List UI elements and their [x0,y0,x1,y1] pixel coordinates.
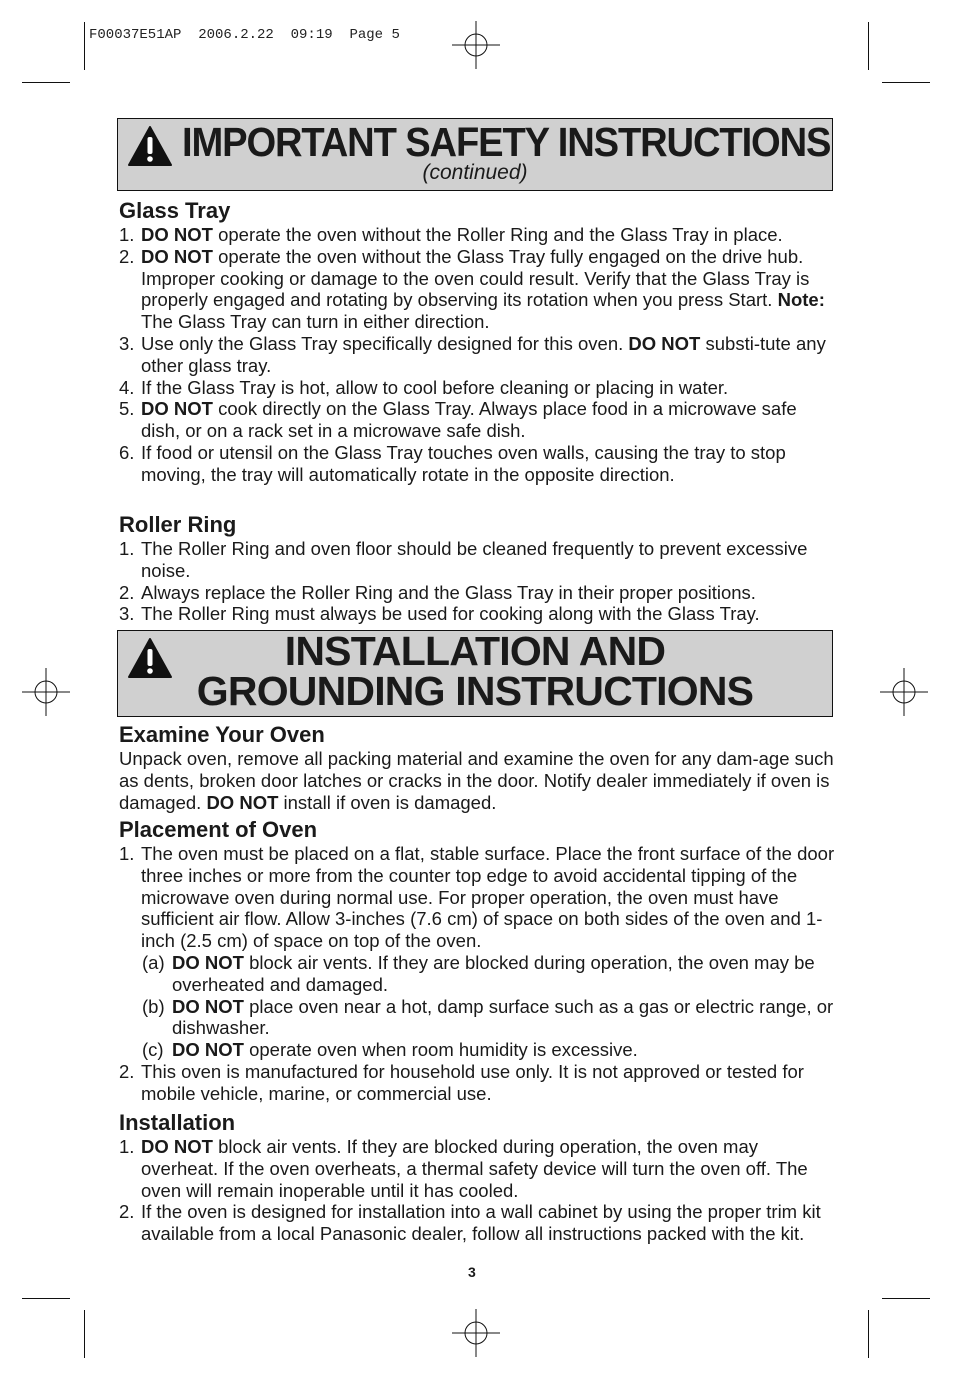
placement-section [119,817,835,1105]
list-item: 3. The Roller Ring must always be used for cooking along with the Glass Tray. [119,603,760,625]
registration-mark-icon [880,668,928,716]
crop-mark [22,82,70,83]
roller-ring-section [119,512,835,625]
registration-mark-icon [452,1309,500,1357]
section-heading: Glass Tray [119,198,231,223]
crop-mark [882,82,930,83]
crop-mark [868,1310,869,1358]
list-item: (b) DO NOT place oven near a hot, damp surface such as a gas or electric range, or dishwasher. [142,995,834,1039]
examine-section [119,722,835,813]
banner-title: INSTALLATION AND GROUNDING INSTRUCTIONS [196,628,754,714]
banner-title: IMPORTANT SAFETY INSTRUCTIONS [182,119,831,165]
safety-banner [117,118,833,191]
crop-mark [868,22,869,70]
section-heading: Installation [119,1110,236,1135]
installation-banner [117,630,833,717]
registration-mark-icon [452,21,500,69]
paragraph: Unpack oven, remove all packing material and examine the oven for any dam-age such as dents, broken door latches or cracks in the door. Notify dealer immediately if oven is damaged. DO NOT install if oven is damaged. [119,748,834,813]
list-item: 1. The oven must be placed on a flat, stable surface. Place the front surface of the door three inches or more from the counter top edge to avoid accidental tipping of the microwave oven during normal use. For proper operation, the oven must have sufficient air flow. Allow 3-inches (7.6 cm) of space on both sides of the oven and 1-inch (2.5 cm) of space on top of the oven. [119,843,835,952]
list-item: 3. Use only the Glass Tray specifically designed for this oven. DO NOT substi-tute any other glass tray. [119,332,826,376]
crop-mark [882,1298,930,1299]
list-item: 2. Always replace the Roller Ring and the Glass Tray in their proper positions. [119,581,756,603]
banner-subtitle: (continued) [422,161,528,184]
list-item: (c) DO NOT operate oven when room humidity is excessive. [142,1039,638,1061]
registration-mark-icon [22,668,70,716]
section-heading: Roller Ring [119,512,237,537]
list-item: 2. If the oven is designed for installation into a wall cabinet by using the proper trim kit available from a local Panasonic dealer, follow all instructions packed with the kit. [119,1201,821,1245]
list-item: 1. DO NOT operate the oven without the Roller Ring and the Glass Tray in place. [119,224,783,245]
list-item: 4. If the Glass Tray is hot, allow to cool before cleaning or placing in water. [119,376,729,398]
print-info: F00037E51AP 2006.2.22 09:19 Page 5 [89,27,400,43]
crop-mark [84,1310,85,1358]
list-item: 1. DO NOT block air vents. If they are blocked during operation, the oven may overheat. If the oven overheats, a thermal safety device will turn the oven off. The oven will remain inoperable until it has cooled. [119,1136,808,1201]
list-item: 5. DO NOT cook directly on the Glass Tray. Always place food in a microwave safe dish, or on a rack set in a microwave safe dish. [119,398,797,442]
list-item: 6. If food or utensil on the Glass Tray touches oven walls, causing the tray to stop moving, the tray will automatically rotate in the opposite direction. [119,441,786,485]
crop-mark [84,22,85,70]
list-item: 2. DO NOT operate the oven without the Glass Tray fully engaged on the drive hub. Improper cooking or damage to the oven could result. Verify that the Glass Tray is properly engaged and rotating by observing its rotation when you press Start. Note: The Glass Tray can turn in either direction. [119,245,825,333]
list-item: 2. This oven is manufactured for household use only. It is not approved or tested for mobile vehicle, marine, or commercial use. [119,1060,804,1104]
glass-tray-section [119,198,835,486]
list-item: (a) DO NOT block air vents. If they are blocked during operation, the oven may be overheated and damaged. [142,951,815,995]
list-item: 1. The Roller Ring and oven floor should be cleaned frequently to prevent excessive noise. [119,538,808,581]
installation-section [119,1110,835,1245]
crop-mark [22,1298,70,1299]
section-heading: Placement of Oven [119,817,318,842]
page-number: 3 [468,1264,476,1280]
section-heading: Examine Your Oven [119,722,325,747]
